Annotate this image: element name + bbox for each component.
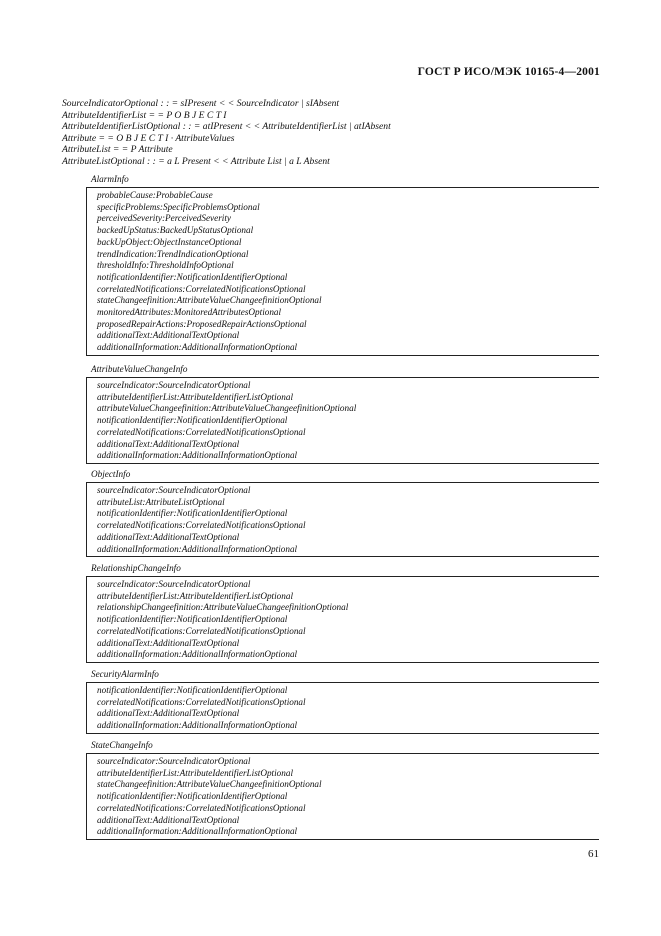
- schema-line: notificationIdentifier:NotificationIdentifierOptional: [97, 614, 288, 625]
- schema-body: [86, 682, 599, 734]
- schema-body: [86, 753, 599, 840]
- schema-line: notificationIdentifier:NotificationIdentifierOptional: [97, 415, 288, 426]
- schema-title: AlarmInfo: [91, 174, 129, 184]
- definition-line: Attribute = = O B J E C T I · AttributeValues: [62, 132, 235, 144]
- schema-alarm-info: [86, 174, 599, 356]
- schema-body: [86, 377, 599, 464]
- schema-line: stateChangeefinition:AttributeValueChangeefinitionOptional: [97, 295, 322, 306]
- schema-line: monitoredAttributes:MonitoredAttributesOptional: [97, 307, 282, 318]
- schema-line: correlatedNotifications:CorrelatedNotificationsOptional: [97, 283, 306, 294]
- schema-line: additionalInformation:AdditionalInformationOptional: [97, 543, 298, 554]
- schema-line: additionalInformation:AdditionalInformationOptional: [97, 649, 298, 660]
- schema-line: probableCause:ProbableCause: [97, 190, 213, 200]
- definition-line: AttributeListOptional : : = a L Present < < Attribute List | a L Absent: [62, 155, 330, 167]
- schema-line: backUpObject:ObjectInstanceOptional: [97, 236, 242, 247]
- schema-line: additionalInformation:AdditionalInformationOptional: [97, 826, 298, 837]
- schema-line: correlatedNotifications:CorrelatedNotificationsOptional: [97, 520, 306, 531]
- schema-line: attributeIdentifierList:AttributeIdentifierListOptional: [97, 391, 293, 402]
- schema-line: attributeIdentifierList:AttributeIdentifierListOptional: [97, 590, 293, 601]
- schema-line: sourceIndicator:SourceIndicatorOptional: [97, 579, 251, 589]
- schema-body: [86, 482, 599, 557]
- definition-line: AttributeList = = P Attribute: [62, 144, 173, 155]
- schema-line: additionalText:AdditionalTextOptional: [97, 708, 240, 719]
- definition-line: AttributeIdentifierListOptional : : = atIPresent < < AttributeIdentifierList | atIAbsent: [62, 121, 391, 132]
- schema-line: notificationIdentifier:NotificationIdentifierOptional: [97, 508, 288, 519]
- document-header: ГОСТ Р ИСО/МЭК 10165-4—2001: [417, 66, 600, 78]
- schema-body: [86, 187, 599, 356]
- schema-line: notificationIdentifier:NotificationIdentifierOptional: [97, 791, 288, 802]
- schema-body: [86, 576, 599, 663]
- schema-title: StateChangeInfo: [91, 740, 153, 750]
- schema-line: correlatedNotifications:CorrelatedNotificationsOptional: [97, 625, 306, 636]
- schema-line: notificationIdentifier:NotificationIdentifierOptional: [97, 271, 288, 282]
- schema-line: specificProblems:SpecificProblemsOptional: [97, 201, 260, 212]
- schema-line: additionalText:AdditionalTextOptional: [97, 637, 240, 648]
- schema-line: perceivedSeverity:PerceivedSeverity: [97, 213, 231, 224]
- schema-line: sourceIndicator:SourceIndicatorOptional: [97, 380, 251, 390]
- schema-line: additionalText:AdditionalTextOptional: [97, 814, 240, 825]
- schema-line: additionalText:AdditionalTextOptional: [97, 330, 240, 341]
- schema-line: attributeIdentifierList:AttributeIdentifierListOptional: [97, 767, 293, 778]
- schema-line: additionalText:AdditionalTextOptional: [97, 531, 240, 542]
- schema-line: additionalInformation:AdditionalInformationOptional: [97, 342, 298, 353]
- schema-line: sourceIndicator:SourceIndicatorOptional: [97, 756, 251, 766]
- definition-line: AttributeIdentifierList = = P O B J E C T I: [62, 109, 227, 121]
- schema-security-alarm-info: [86, 669, 599, 734]
- page-number: 61: [588, 848, 599, 860]
- schema-line: notificationIdentifier:NotificationIdentifierOptional: [97, 685, 288, 695]
- schema-line: trendIndication:TrendIndicationOptional: [97, 248, 249, 259]
- schema-attribute-value-change-info: [86, 364, 599, 464]
- type-definitions: [62, 98, 391, 167]
- schema-line: additionalInformation:AdditionalInformationOptional: [97, 720, 298, 731]
- schema-relationship-change-info: [86, 563, 599, 663]
- schema-state-change-info: [86, 740, 599, 840]
- schema-line: relationshipChangeefinition:AttributeValueChangeefinitionOptional: [97, 602, 349, 613]
- schema-title: AttributeValueChangeInfo: [91, 364, 188, 374]
- schema-line: stateChangeefinition:AttributeValueChangeefinitionOptional: [97, 779, 322, 790]
- schema-object-info: [86, 469, 599, 557]
- schema-line: sourceIndicator:SourceIndicatorOptional: [97, 485, 251, 495]
- schema-line: thresholdInfo:ThresholdInfoOptional: [97, 260, 234, 271]
- schema-line: attributeValueChangeefinition:AttributeValueChangeefinitionOptional: [97, 403, 357, 414]
- schema-line: correlatedNotifications:CorrelatedNotificationsOptional: [97, 426, 306, 437]
- schema-line: additionalText:AdditionalTextOptional: [97, 438, 240, 449]
- schema-title: ObjectInfo: [91, 469, 131, 479]
- definition-line: SourceIndicatorOptional : : = sIPresent < < SourceIndicator | sIAbsent: [62, 98, 340, 109]
- schema-title: SecurityAlarmInfo: [91, 669, 159, 679]
- schema-line: backedUpStatus:BackedUpStatusOptional: [97, 225, 254, 236]
- schema-line: additionalInformation:AdditionalInformationOptional: [97, 450, 298, 461]
- schema-line: attributeList:AttributeListOptional: [97, 496, 225, 507]
- schema-line: correlatedNotifications:CorrelatedNotificationsOptional: [97, 696, 306, 707]
- schema-title: RelationshipChangeInfo: [91, 563, 181, 573]
- schema-line: correlatedNotifications:CorrelatedNotificationsOptional: [97, 802, 306, 813]
- schema-line: proposedRepairActions:ProposedRepairActionsOptional: [97, 318, 307, 329]
